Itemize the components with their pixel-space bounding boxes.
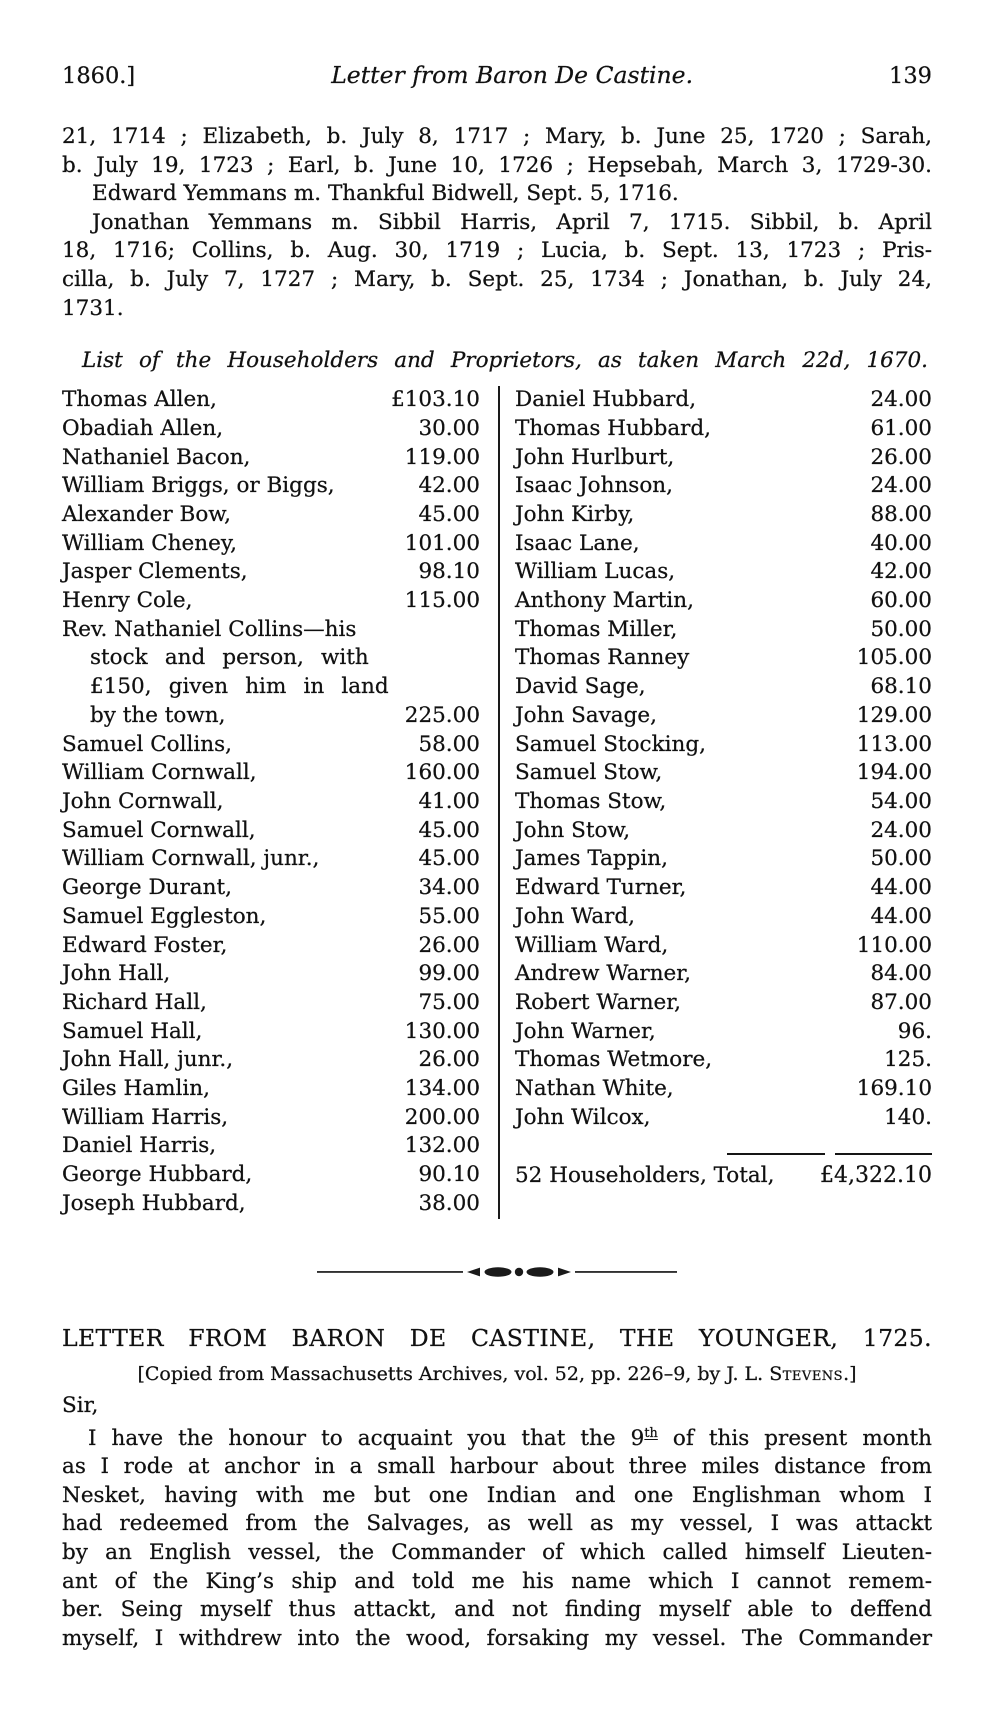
householder-row	[515, 731, 932, 760]
letter-body	[62, 1420, 932, 1654]
householder-name: Samuel Stocking,	[515, 731, 706, 757]
householder-name: John Cornwall,	[62, 789, 224, 814]
householder-row	[62, 472, 480, 501]
householder-name: Robert Warner,	[515, 989, 682, 1015]
householder-row	[515, 845, 932, 874]
householder-amount: 24.00	[870, 817, 932, 843]
householder-name: John Ward,	[515, 903, 636, 929]
householder-row	[515, 587, 932, 616]
householder-amount: 110.00	[856, 932, 932, 958]
householder-row	[62, 817, 480, 846]
householder-name: George Durant,	[62, 875, 232, 901]
householder-amount: 60.00	[870, 588, 932, 614]
householder-name: Jasper Clements,	[62, 559, 248, 585]
letter-body-lines	[62, 1453, 932, 1653]
householder-name: Isaac Johnson,	[515, 473, 673, 499]
householder-amount: 61.00	[870, 415, 932, 441]
householder-name: George Hubbard,	[62, 1162, 253, 1188]
householder-name: Obadiah Allen,	[62, 415, 224, 441]
householder-name: John Hall,	[62, 961, 171, 987]
total-label: 52 Householders, Total,	[515, 1163, 775, 1189]
householder-row	[515, 472, 932, 501]
letter-salutation: Sir,	[62, 1392, 99, 1418]
householders-table	[62, 386, 932, 1218]
householder-row	[515, 932, 932, 961]
householder-row	[515, 1104, 932, 1133]
householder-name: Giles Hamlin,	[62, 1076, 210, 1102]
householder-amount: 26.00	[870, 444, 932, 470]
householder-amount: 45.00	[418, 501, 480, 527]
householder-row	[62, 644, 480, 673]
householder-amount: 84.00	[870, 961, 932, 987]
householder-amount: 225.00	[404, 702, 480, 728]
householder-name: Samuel Cornwall,	[62, 817, 256, 843]
column-divider-rule	[498, 386, 500, 1218]
householder-name: Henry Cole,	[62, 588, 193, 614]
householder-row	[515, 386, 932, 415]
householder-name: John Hall, junr.,	[62, 1047, 234, 1073]
total-sum-rule	[727, 1147, 932, 1155]
householder-row	[515, 788, 932, 817]
householder-amount: £103.10	[391, 387, 480, 413]
householder-amount: 101.00	[404, 530, 480, 556]
householder-name: Thomas Wetmore,	[515, 1047, 713, 1073]
householder-row	[62, 1132, 480, 1161]
householder-amount: 44.00	[870, 903, 932, 929]
householder-name: Thomas Stow,	[515, 789, 667, 814]
householder-amount: 200.00	[404, 1104, 480, 1130]
genealogy-text-line: b. July 19, 1723 ; Earl, b. June 10, 1726 ; Hepsebah, March 3, 1729-30.	[62, 152, 932, 178]
householder-row	[62, 1075, 480, 1104]
total-amount: £4,322.10	[820, 1163, 932, 1189]
genealogy-paragraphs	[62, 123, 932, 323]
householder-amount: 98.10	[418, 559, 480, 585]
first-line-post: of this present month	[657, 1425, 932, 1451]
householder-name: Thomas Hubbard,	[515, 415, 712, 441]
householder-row	[515, 673, 932, 702]
householder-row	[62, 1046, 480, 1075]
first-line-pre: I have the honour to acquaint you that the 9	[88, 1425, 645, 1451]
genealogy-text-line: 1731.	[62, 295, 124, 321]
householder-row	[62, 788, 480, 817]
householder-row	[515, 530, 932, 559]
householder-row	[62, 444, 480, 473]
householder-name: William Harris,	[62, 1104, 229, 1130]
householder-amount: 41.00	[418, 789, 480, 814]
householder-row	[62, 386, 480, 415]
householder-amount: 30.00	[418, 415, 480, 441]
householder-row	[62, 932, 480, 961]
householder-row	[62, 530, 480, 559]
householder-name: Isaac Lane,	[515, 530, 640, 556]
householder-name: Joseph Hubbard,	[62, 1190, 246, 1216]
letter-text-line: by an English vessel, the Commander of which called himself Lieuten-	[62, 1540, 932, 1566]
householder-row	[62, 989, 480, 1018]
householder-name: John Stow,	[515, 817, 631, 843]
householder-name: by the town,	[90, 702, 226, 728]
householder-amount: 50.00	[870, 616, 932, 642]
householder-row	[62, 1018, 480, 1047]
householder-amount: 105.00	[856, 645, 932, 671]
householder-row	[515, 989, 932, 1018]
householder-amount: 169.10	[856, 1076, 932, 1102]
householder-name: David Sage,	[515, 674, 646, 700]
householder-amount: 38.00	[418, 1190, 480, 1216]
householder-amount: 55.00	[418, 903, 480, 929]
header-page-number: 139	[889, 63, 932, 89]
householder-name: Daniel Hubbard,	[515, 387, 697, 413]
letter-body-first-line	[62, 1420, 932, 1454]
householders-left-column	[62, 386, 480, 1218]
householder-name: Andrew Warner,	[515, 961, 692, 987]
letter-text-line: Nesket, having with me but one Indian and one Englishman whom I	[62, 1482, 932, 1508]
householder-amount: 87.00	[870, 989, 932, 1015]
householder-amount: 45.00	[418, 817, 480, 843]
section-divider-ornament	[317, 1265, 677, 1279]
householder-amount: 40.00	[870, 530, 932, 556]
householder-name: Thomas Ranney	[515, 645, 690, 671]
householder-row	[515, 616, 932, 645]
page-content	[62, 0, 932, 1653]
householder-row	[515, 415, 932, 444]
householder-name: Thomas Allen,	[62, 387, 217, 413]
householder-name: John Savage,	[515, 702, 657, 728]
householder-amount: 54.00	[870, 789, 932, 814]
householder-amount: 24.00	[870, 473, 932, 499]
householder-row	[515, 558, 932, 587]
householder-name: Samuel Stow,	[515, 760, 663, 786]
genealogy-text-line: 21, 1714 ; Elizabeth, b. July 8, 1717 ; Mary, b. June 25, 1720 ; Sarah,	[62, 124, 932, 149]
householder-name: William Cornwall, junr.,	[62, 846, 320, 872]
householder-name: Samuel Collins,	[62, 731, 232, 757]
householder-amount: 90.10	[418, 1162, 480, 1188]
householder-name: John Wilcox,	[515, 1104, 651, 1130]
householder-row	[62, 415, 480, 444]
letter-text-line: ant of the King’s ship and told me his name which I cannot remem-	[62, 1568, 932, 1594]
householder-amount: 68.10	[870, 674, 932, 700]
householder-amount: 129.00	[856, 702, 932, 728]
householder-amount: 75.00	[418, 989, 480, 1015]
letter-text-line: as I rode at anchor in a small harbour about three miles distance from	[62, 1454, 932, 1480]
householder-amount: 194.00	[856, 760, 932, 786]
householder-name: John Warner,	[515, 1018, 656, 1044]
householder-name: William Cheney,	[62, 530, 237, 556]
householder-row	[62, 702, 480, 731]
householders-list-heading: List of the Householders and Proprietors, as taken March 22d, 1670.	[82, 348, 928, 374]
householder-amount: 140.	[884, 1104, 932, 1130]
householder-amount: 119.00	[404, 444, 480, 470]
householder-name: stock and person, with	[90, 645, 369, 671]
householder-amount: 26.00	[418, 932, 480, 958]
householder-row	[515, 960, 932, 989]
householder-amount: 132.00	[404, 1133, 480, 1159]
householder-name: William Lucas,	[515, 559, 676, 585]
genealogy-text-line: Jonathan Yemmans m. Sibbil Harris, April 7, 1715. Sibbil, b. April	[92, 209, 932, 235]
householder-amount: 115.00	[404, 588, 480, 614]
householder-row	[62, 1190, 480, 1219]
attribution-pre: [Copied from Massachusetts Archives, vol. 52, pp. 226–9, by J. L.	[137, 1362, 770, 1385]
householder-amount: 130.00	[404, 1018, 480, 1044]
householder-row	[62, 1104, 480, 1133]
householder-row	[62, 903, 480, 932]
householder-row	[515, 1018, 932, 1047]
householder-row	[62, 587, 480, 616]
householder-amount: 42.00	[870, 559, 932, 585]
attribution-author: Stevens	[769, 1362, 844, 1385]
householder-row	[62, 731, 480, 760]
householder-name: Edward Turner,	[515, 875, 687, 901]
householder-amount: 42.00	[418, 473, 480, 499]
householder-name: John Hurlburt,	[515, 444, 675, 470]
letter-attribution	[62, 1361, 932, 1387]
householder-amount: 134.00	[404, 1076, 480, 1102]
householder-name: William Briggs, or Biggs,	[62, 473, 335, 499]
householder-name: Richard Hall,	[62, 989, 207, 1015]
householder-amount: 45.00	[418, 846, 480, 872]
ordinal-superscript: th	[644, 1425, 658, 1441]
householder-amount: 96.	[897, 1018, 932, 1044]
householder-name: William Ward,	[515, 932, 669, 958]
householder-amount: 24.00	[870, 387, 932, 413]
householder-row	[62, 1161, 480, 1190]
running-head	[62, 60, 932, 91]
householder-amount: 160.00	[404, 760, 480, 786]
genealogy-text-line: 18, 1716; Collins, b. Aug. 30, 1719 ; Lucia, b. Sept. 13, 1723 ; Pris-	[62, 238, 932, 264]
householder-name: £150, given him in land	[90, 674, 389, 700]
householder-row	[515, 874, 932, 903]
householder-name: Anthony Martin,	[515, 588, 694, 614]
householder-row	[62, 874, 480, 903]
householder-row	[515, 644, 932, 673]
householder-amount: 113.00	[856, 731, 932, 757]
householder-row	[515, 903, 932, 932]
householder-amount: 50.00	[870, 846, 932, 872]
householder-amount: 88.00	[870, 501, 932, 527]
householder-row	[62, 558, 480, 587]
householder-name: Thomas Miller,	[515, 616, 678, 642]
householder-row	[515, 1075, 932, 1104]
householders-right-rows	[515, 386, 932, 1132]
householder-name: John Kirby,	[515, 501, 635, 527]
householder-row	[515, 759, 932, 788]
householder-row	[62, 845, 480, 874]
letter-text-line: ber. Seing myself thus attackt, and not finding myself able to deffend	[62, 1597, 932, 1623]
householder-amount: 44.00	[870, 875, 932, 901]
header-title: Letter from Baron De Castine.	[331, 61, 694, 89]
householder-name: Nathan White,	[515, 1076, 674, 1102]
householder-row	[62, 960, 480, 989]
householder-name: Daniel Harris,	[62, 1133, 217, 1159]
householder-amount: 34.00	[418, 875, 480, 901]
householder-row	[515, 444, 932, 473]
householder-row	[515, 1046, 932, 1075]
genealogy-text-line: Edward Yemmans m. Thankful Bidwell, Sept. 5, 1716.	[92, 181, 679, 207]
householder-amount: 26.00	[418, 1047, 480, 1073]
total-spacer	[515, 1132, 932, 1147]
householders-total-row	[515, 1161, 932, 1191]
householder-name: Edward Foster,	[62, 932, 228, 958]
householder-amount: 99.00	[418, 961, 480, 987]
letter-text-line: had redeemed from the Salvages, as well as my vessel, I was attackt	[62, 1511, 932, 1537]
householders-right-column	[515, 386, 932, 1218]
householder-row	[515, 702, 932, 731]
householder-name: James Tappin,	[515, 846, 668, 872]
header-year: 1860.]	[62, 63, 136, 89]
householder-name: Rev. Nathaniel Collins—his	[62, 616, 357, 642]
householder-name: William Cornwall,	[62, 760, 257, 786]
attribution-post: .]	[843, 1362, 857, 1385]
householder-amount: 58.00	[418, 731, 480, 757]
householder-row	[62, 759, 480, 788]
householder-row	[62, 616, 480, 645]
householder-name: Nathaniel Bacon,	[62, 444, 251, 470]
householder-name: Alexander Bow,	[62, 501, 231, 527]
householder-amount: 125.	[884, 1047, 932, 1073]
genealogy-text-line: cilla, b. July 7, 1727 ; Mary, b. Sept. 25, 1734 ; Jonathan, b. July 24,	[62, 266, 932, 292]
letter-text-line: myself, I withdrew into the wood, forsaking my vessel. The Commander	[62, 1625, 932, 1651]
householder-name: Samuel Hall,	[62, 1018, 203, 1044]
letter-heading: LETTER FROM BARON DE CASTINE, THE YOUNGER, 1725.	[62, 1323, 932, 1352]
householder-row	[515, 501, 932, 530]
householder-row	[62, 673, 480, 702]
householder-row	[515, 817, 932, 846]
householder-row	[62, 501, 480, 530]
householder-name: Samuel Eggleston,	[62, 903, 267, 929]
